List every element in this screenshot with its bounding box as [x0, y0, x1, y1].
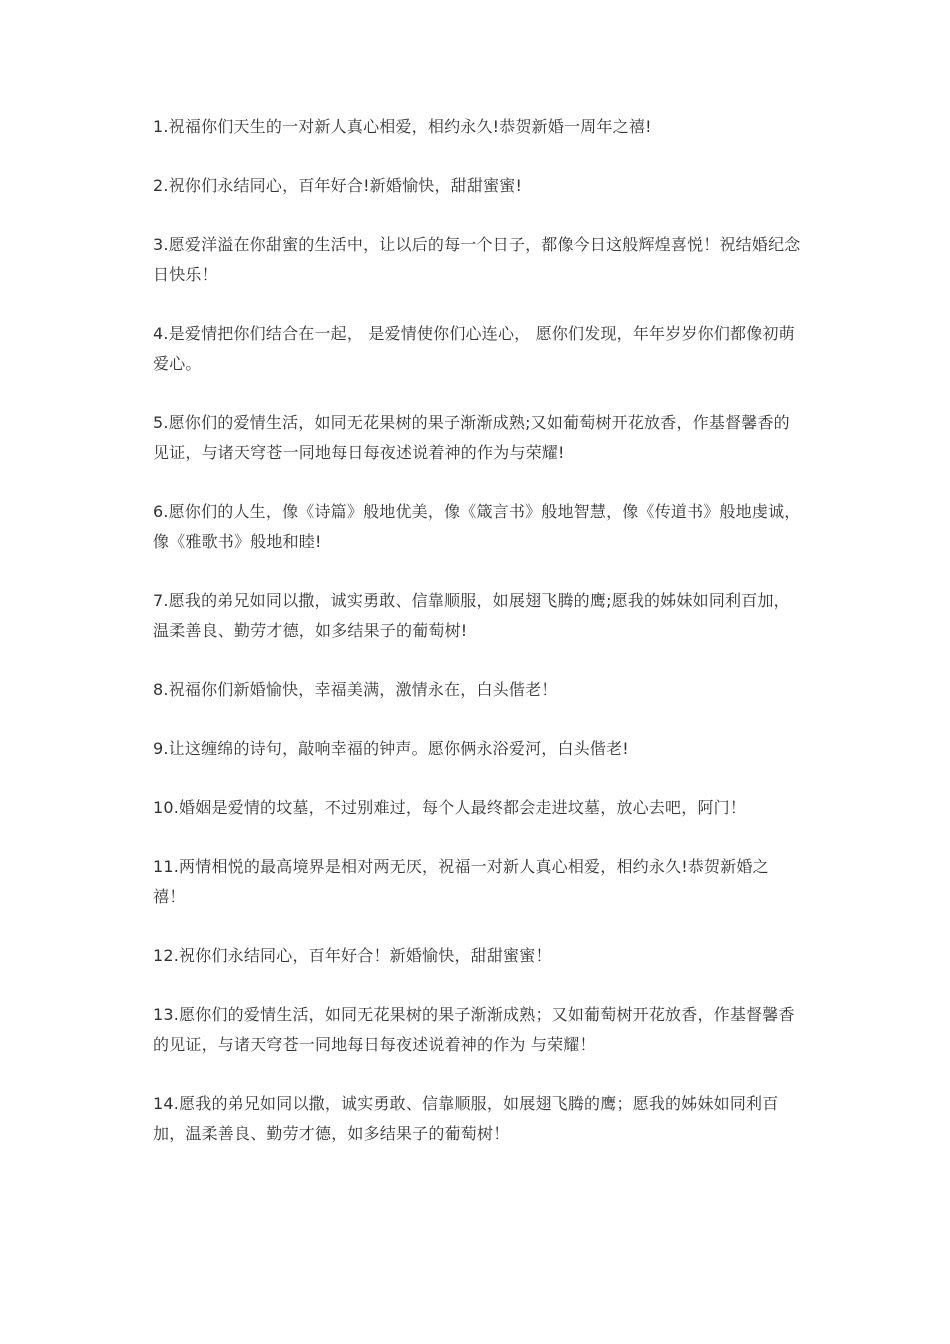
blessing-paragraph-13: 13.愿你们的爱情生活，如同无花果树的果子渐渐成熟；又如葡萄树开花放香，作基督馨香的见证，与诸天穹苍一同地每日每夜述说着神的作为 与荣耀！	[153, 1005, 795, 1054]
blessing-paragraph-8: 8.祝福你们新婚愉快，幸福美满，激情永在，白头偕老！	[153, 680, 558, 699]
blessing-paragraph-9: 9.让这缠绵的诗句，敲响幸福的钟声。愿你俩永浴爱河，白头偕老!	[153, 739, 629, 758]
document-body	[153, 112, 801, 1178]
blessing-paragraph-3: 3.愿爱洋溢在你甜蜜的生活中，让以后的每一个日子，都像今日这般辉煌喜悦！祝结婚纪念日快乐！	[153, 235, 801, 284]
blessing-paragraph-7: 7.愿我的弟兄如同以撒，诚实勇敢、信靠顺服，如展翅飞腾的鹰;愿我的姊妹如同利百加，温柔善良、勤劳才德，如多结果子的葡萄树!	[153, 591, 790, 640]
blessing-paragraph-6: 6.愿你们的人生，像《诗篇》般地优美，像《箴言书》般地智慧，像《传道书》般地虔诚，像《雅歌书》般地和睦!	[153, 502, 801, 551]
blessing-paragraph-14: 14.愿我的弟兄如同以撒，诚实勇敢、信靠顺服，如展翅飞腾的鹰；愿我的姊妹如同利百加，温柔善良、勤劳才德，如多结果子的葡萄树！	[153, 1094, 779, 1143]
blessing-paragraph-2: 2.祝你们永结同心，百年好合!新婚愉快，甜甜蜜蜜!	[153, 176, 523, 195]
blessing-paragraph-5: 5.愿你们的爱情生活，如同无花果树的果子渐渐成熟;又如葡萄树开花放香，作基督馨香的见证，与诸天穹苍一同地每日每夜述说着神的作为与荣耀!	[153, 413, 790, 462]
blessing-paragraph-10: 10.婚姻是爱情的坟墓，不过别难过，每个人最终都会走进坟墓，放心去吧，阿门！	[153, 798, 747, 817]
blessing-paragraph-4: 4.是爱情把你们结合在一起， 是爱情使你们心连心， 愿你们发现，年年岁岁你们都像初萌爱心。	[153, 324, 795, 373]
blessing-paragraph-1: 1.祝福你们天生的一对新人真心相爱，相约永久!恭贺新婚一周年之禧!	[153, 117, 652, 136]
blessing-paragraph-12: 12.祝你们永结同心，百年好合！新婚愉快，甜甜蜜蜜！	[153, 946, 552, 965]
blessing-paragraph-11: 11.两情相悦的最高境界是相对两无厌，祝福一对新人真心相爱，相约永久!恭贺新婚之禧！	[153, 857, 769, 906]
